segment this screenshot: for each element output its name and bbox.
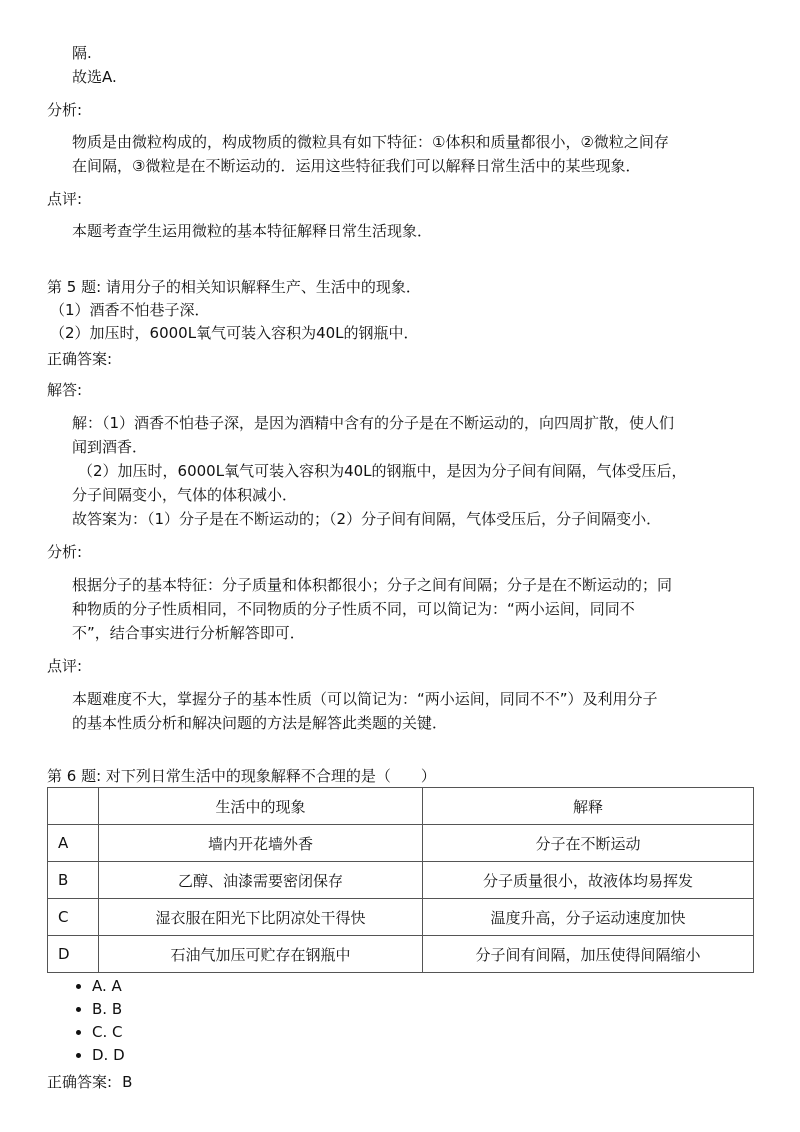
option-item: • C. C (92, 1021, 125, 1044)
table-cell: 分子在不断运动 (423, 825, 754, 862)
table-row (48, 899, 754, 936)
option-item: • D. D (92, 1044, 125, 1067)
phenomena-table (47, 787, 754, 973)
table-row (48, 936, 754, 973)
table-cell: 墙内开花墙外香 (99, 825, 423, 862)
answer-options (72, 975, 125, 1067)
analysis-text: 根据分子的基本特征：分子质量和体积都很小；分子之间有间隔；分子是在不断运动的；同 (72, 576, 673, 594)
text-line: 故选A. (72, 68, 117, 86)
table-cell: 分子质量很小，故液体均易挥发 (423, 862, 754, 899)
comment-text: 的基本性质分析和解决问题的方法是解答此类题的关键． (72, 714, 448, 732)
table-row (48, 825, 754, 862)
section-label-comment: 点评: (47, 657, 83, 675)
table-cell: D (48, 936, 99, 973)
table-row (48, 862, 754, 899)
table-cell: 分子间有间隔，加压使得间隔缩小 (423, 936, 754, 973)
question-title: 第 6 题: 对下列日常生活中的现象解释不合理的是（ ） (47, 767, 436, 785)
correct-answer-label: 正确答案: (47, 1073, 113, 1091)
table-header-cell: 解释 (423, 788, 754, 825)
table-cell: 湿衣服在阳光下比阴凉处干得快 (99, 899, 423, 936)
table-cell: A (48, 825, 99, 862)
correct-answer-value: B (122, 1073, 133, 1091)
question-title: 第 5 题: 请用分子的相关知识解释生产、生活中的现象． (47, 278, 421, 296)
comment-text: 本题考查学生运用微粒的基本特征解释日常生活现象． (72, 222, 433, 240)
solution-text: （2）加压时，6000L氧气可装入容积为40L的钢瓶中，是因为分子间有间隔，气体受压后， (78, 462, 687, 480)
solution-text: 故答案为：（1）分子是在不断运动的；（2）分子间有间隔，气体受压后，分子间隔变小． (72, 510, 662, 528)
analysis-text: 种物质的分子性质相同，不同物质的分子性质不同，可以简记为：“两小运间，同同不 (72, 600, 635, 618)
solution-text: 闻到酒香． (72, 438, 148, 456)
solution-text: 分子间隔变小，气体的体积减小． (72, 486, 298, 504)
table-header-cell: 生活中的现象 (99, 788, 423, 825)
option-item: • A. A (92, 975, 125, 998)
analysis-text: 物质是由微粒构成的，构成物质的微粒具有如下特征：①体积和质量都很小，②微粒之间存 (72, 133, 669, 151)
option-item: • B. B (92, 998, 125, 1021)
section-label-analysis: 分析: (47, 101, 83, 119)
section-label-analysis: 分析: (47, 543, 83, 561)
table-cell: C (48, 899, 99, 936)
table-header-cell (48, 788, 99, 825)
table-header-row (48, 788, 754, 825)
solution-text: 解：（1）酒香不怕巷子深，是因为酒精中含有的分子是在不断运动的，向四周扩散，使人们 (72, 414, 675, 432)
table-cell: B (48, 862, 99, 899)
comment-text: 本题难度不大，掌握分子的基本性质（可以简记为：“两小运间，同同不不”）及利用分子 (72, 690, 658, 708)
question-item: （1）酒香不怕巷子深． (50, 301, 210, 319)
analysis-text: 不”，结合事实进行分析解答即可． (72, 624, 305, 642)
table-cell: 石油气加压可贮存在钢瓶中 (99, 936, 423, 973)
question-item: （2）加压时，6000L氧气可装入容积为40L的钢瓶中． (50, 324, 419, 342)
text-line: 隔. (72, 44, 92, 62)
table-cell: 温度升高，分子运动速度加快 (423, 899, 754, 936)
correct-answer-label: 正确答案: (47, 350, 113, 368)
analysis-text: 在间隔，③微粒是在不断运动的．运用这些特征我们可以解释日常生活中的某些现象． (72, 157, 641, 175)
table-cell: 乙醇、油漆需要密闭保存 (99, 862, 423, 899)
section-label-solution: 解答: (47, 381, 83, 399)
section-label-comment: 点评: (47, 190, 83, 208)
correct-answer (47, 1072, 132, 1092)
